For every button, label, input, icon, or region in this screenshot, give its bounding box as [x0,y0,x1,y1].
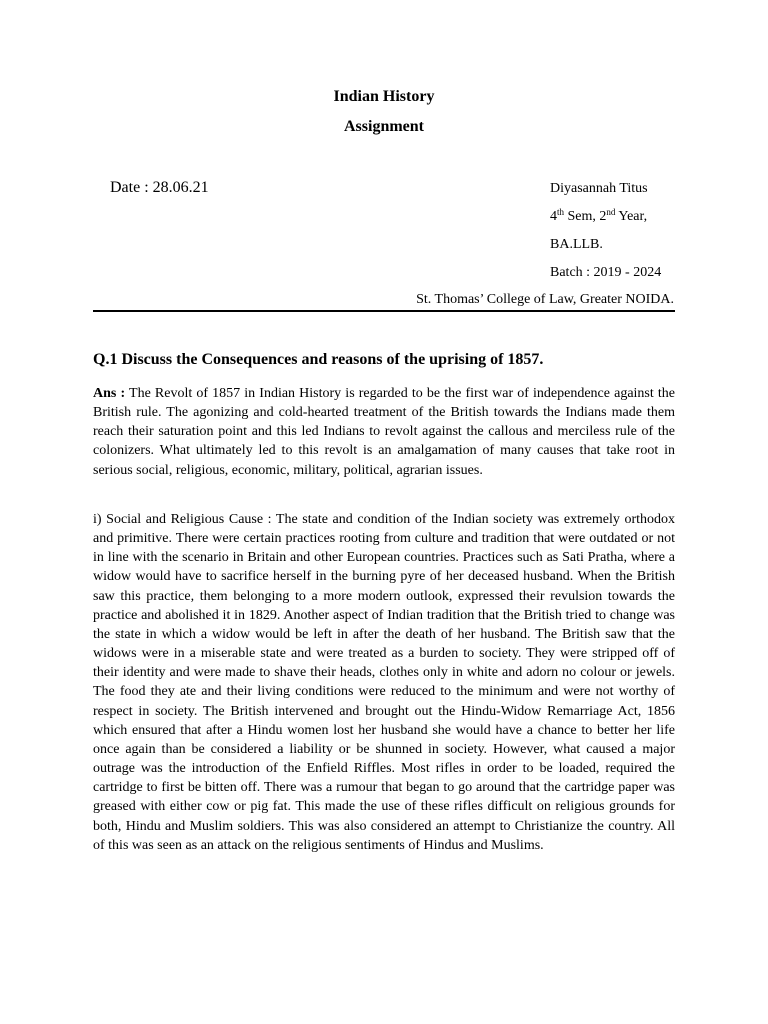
answer-paragraph [93,384,675,480]
semester-number: 4 [550,209,557,224]
year-label: Year, [615,209,648,224]
question-heading: Q.1 Discuss the Consequences and reasons of the uprising of 1857. [93,351,544,368]
college-name: St. Thomas’ College of Law, Greater NOIDA. [416,292,674,307]
author-name: Diyasannah Titus [550,181,648,196]
social-religious-cause-paragraph: i) Social and Religious Cause : The state and condition of the Indian society was extremely orthodox and primitive. There were certain practices rooting from culture and tradition that were outdated or not in line with the scenario in Britain and other European countries. Practices such as Sati Pratha, where a widow would have to sacrifice herself in the burning pyre of her deceased husband. When the British saw this practice, them belonging to a more modern outlook, expressed their revulsion towards the practice and abolished it in 1829. Another aspect of Indian tradition that the British tried to change was the state in which a widow would be left in after the death of her husband. The British saw that the widows were in a miserable state and were treated as a burden to society. They were stripped off of their identity and were made to shave their heads, clothes only in white and adorn no colour or jewels. The food they ate and their living conditions were reduced to the minimum and were not worthy of respect in society. The British intervened and brought out the Hindu-Widow Remarriage Act, 1856 which ensured that after a Hindu women lost her husband she would have a chance to better her life once again than be considered a liability or be shunned in society. However, what caused a major outrage was the introduction of the Enfield Riffles. Most rifles in order to be loaded, required the cartridge to first be bitten off. There was a rumour that began to go around that the cartridge paper was greased with either cow or pig fat. This made the use of these rifles difficult on religious grounds for both, Hindu and Muslim soldiers. This was also considered an attempt to Christianize the country. All of this was seen as an attack on the religious sentiments of Hindus and Muslims. [93,512,675,853]
course-name: BA.LLB. [550,237,603,252]
semester-label: Sem, 2 [564,209,607,224]
answer-intro-text: The Revolt of 1857 in Indian History is regarded to be the first war of independence against the British rule. The agonizing and cold-hearted treatment of the British towards the Indians made them reach their saturation point and this led Indians to revolt against the callous and merciless rule of the colonizers. What ultimately led to this revolt is an amalgamation of many causes that take root in serious social, religious, economic, military, political, agrarian issues. [93,386,675,478]
date-label: Date : 28.06.21 [110,179,209,196]
semester-year [550,209,647,225]
header-divider [93,310,675,312]
semester-suffix: th [557,207,565,217]
answer-label: Ans : [93,386,126,401]
batch-label: Batch : 2019 - 2024 [550,265,662,280]
document-title: Indian History [333,88,435,105]
document-subtitle: Assignment [343,118,424,135]
year-suffix: nd [606,207,616,217]
